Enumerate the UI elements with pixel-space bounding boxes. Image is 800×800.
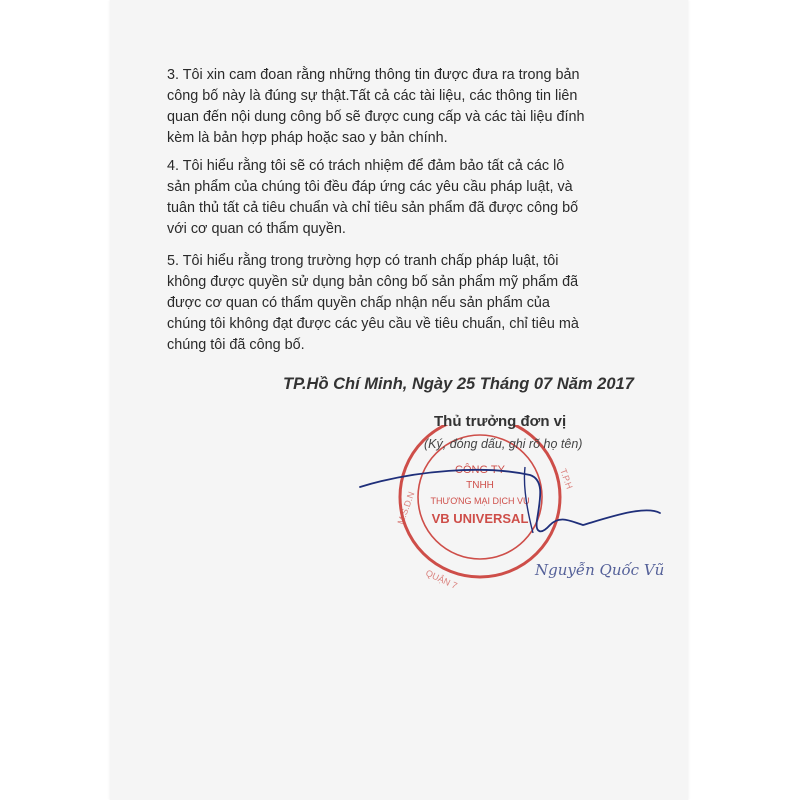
text-line: quan đến nội dung công bố sẽ được cung cấp và các tài liệu đính [167, 109, 585, 125]
seal-line-2: TNHH [466, 480, 494, 491]
svg-text:M.S.D.N: M.S.D.N [395, 490, 417, 526]
seal-line-1: CÔNG TY [455, 464, 505, 476]
text-line: chúng tôi không đạt được các yêu cầu về tiêu chuẩn, chỉ tiêu mà [167, 316, 579, 332]
svg-text:QUẬN 7: QUẬN 7 [424, 567, 459, 591]
text-line: kèm là bản hợp pháp hoặc sao y bản chính. [167, 130, 448, 146]
text-line: 4. Tôi hiểu rằng tôi sẽ có trách nhiệm để đảm bảo tất cả các lô [167, 158, 565, 174]
text-line: sản phẩm của chúng tôi đều đáp ứng các yêu cầu pháp luật, và [167, 179, 573, 195]
text-line: công bố này là đúng sự thật.Tất cả các tài liệu, các thông tin liên [167, 88, 578, 104]
seal-line-3: THƯƠNG MẠI DỊCH VỤ [430, 496, 530, 506]
svg-text:T.P.H: T.P.H [558, 467, 575, 491]
seal-and-signature-graphic [355, 425, 675, 605]
text-line: tuân thủ tất cả tiêu chuẩn và chỉ tiêu sản phẩm đã được công bố [167, 200, 579, 216]
company-seal [355, 425, 675, 605]
text-line: 3. Tôi xin cam đoan rằng những thông tin được đưa ra trong bản [167, 67, 580, 83]
signature-name: Nguyễn Quốc Vũ [535, 561, 665, 579]
signer-note: (Ký, đóng dấu, ghi rõ họ tên) [424, 437, 583, 451]
paragraph-5 [167, 251, 667, 356]
signer-title: Thủ trưởng đơn vị [434, 413, 567, 430]
paragraph-3 [167, 65, 667, 149]
date-line: TP.Hồ Chí Minh, Ngày 25 Tháng 07 Năm 2017 [283, 375, 634, 393]
text-line: với cơ quan có thẩm quyền. [167, 221, 346, 237]
text-line: chúng tôi đã công bố. [167, 337, 305, 353]
seal-line-4: VB UNIVERSAL [431, 511, 529, 526]
paragraph-4 [167, 156, 667, 240]
text-line: không được quyền sử dụng bản công bố sản phẩm mỹ phẩm đã [167, 274, 579, 290]
text-line: được cơ quan có thẩm quyền chấp nhận nếu sản phẩm của [167, 295, 550, 311]
text-line: 5. Tôi hiểu rằng trong trường hợp có tranh chấp pháp luật, tôi [167, 253, 559, 269]
